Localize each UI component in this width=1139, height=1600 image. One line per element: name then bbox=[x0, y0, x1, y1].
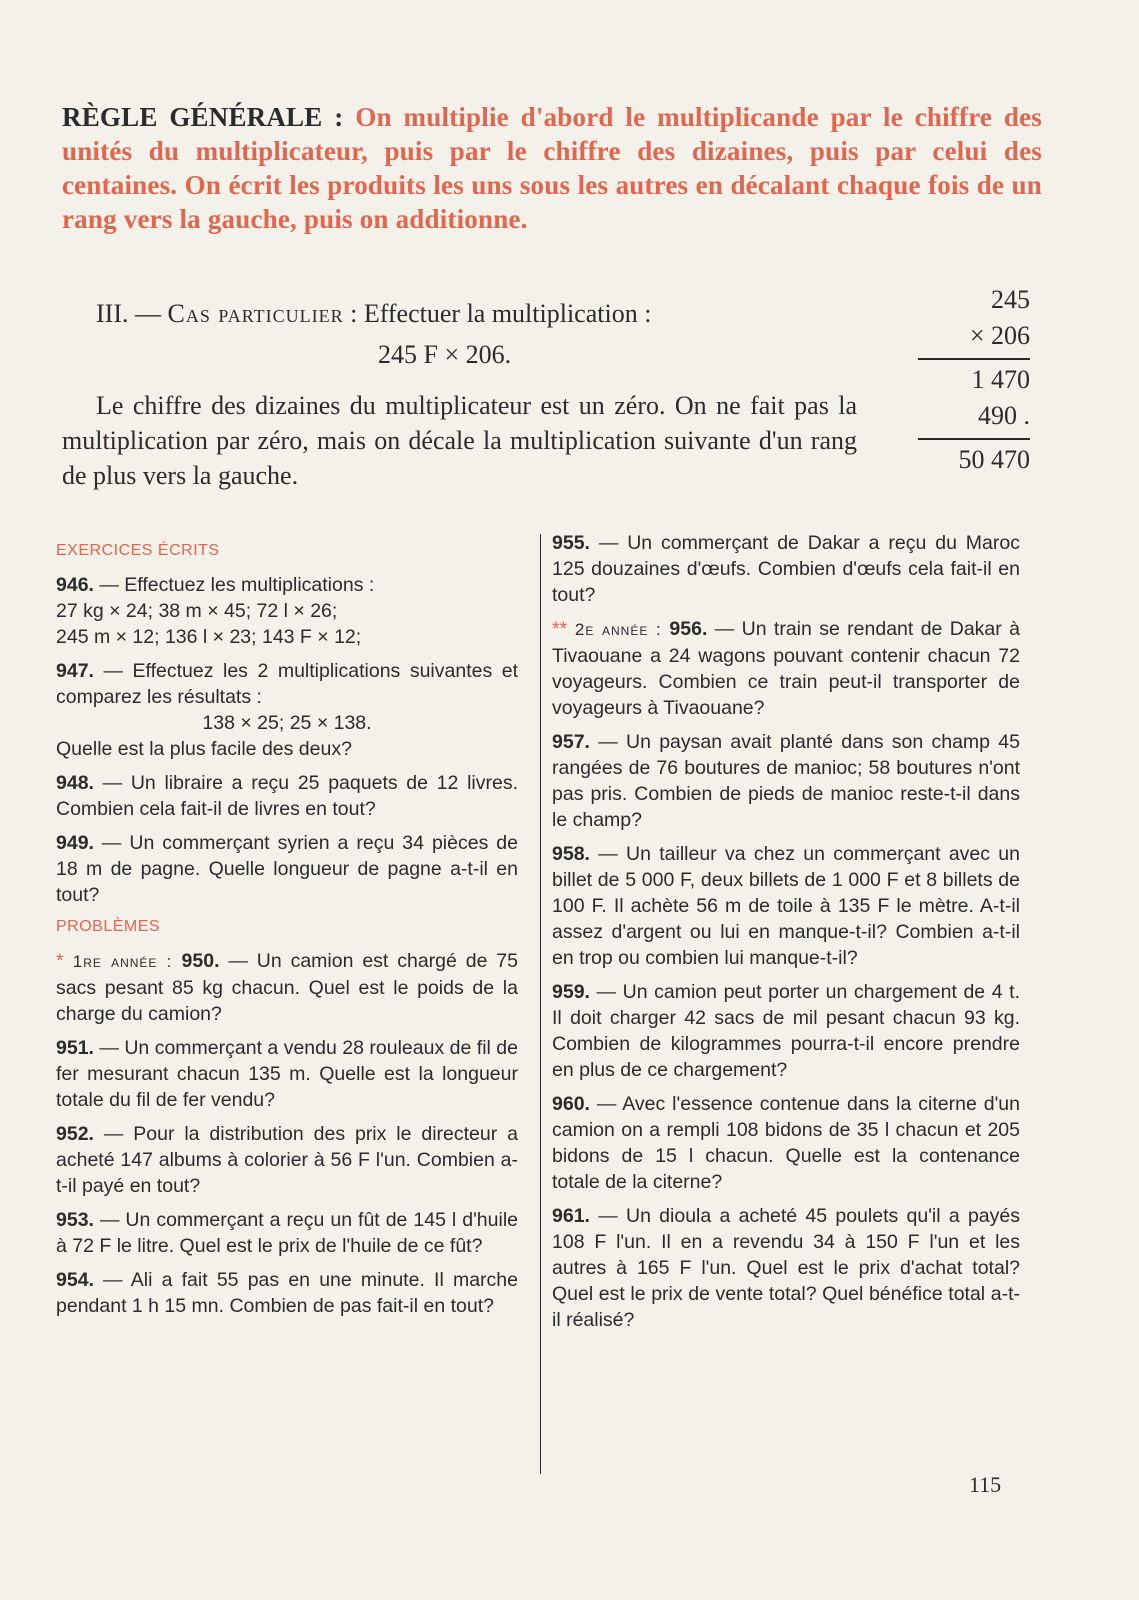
special-case-text: : Effectuer la multiplication : bbox=[343, 299, 652, 328]
exercise-958: 958. — Un tailleur va chez un commerçant avec un billet de 5 000 F, deux billets de 1 000 F et 8 billets de 100 F. Il achète 56 m de toile à 135 F le mètre. A-t-il assez d'argent ou lui en manque-t-il? Combien a-t-il en trop ou combien lui manque-t-il? bbox=[552, 843, 1020, 969]
general-rule bbox=[62, 100, 1042, 236]
exercise-957: 957. — Un paysan avait planté dans son champ 45 rangées de 76 boutures de manioc; 58 boutures n'ont pas pris. Combien de pieds de manioc reste-t-il dans le champ? bbox=[552, 731, 1020, 831]
special-case-heading bbox=[96, 297, 651, 331]
partial-product-2: 490 . bbox=[978, 401, 1030, 430]
calc-line-2 bbox=[918, 438, 1030, 440]
special-case-label: Cas particulier bbox=[167, 299, 344, 328]
exercise-949: 949. — Un commerçant syrien a reçu 34 pièces de 18 m de pagne. Quelle longueur de pagne a-t-il en tout? bbox=[56, 832, 518, 906]
left-column bbox=[56, 540, 518, 1327]
star-icon: * bbox=[56, 950, 64, 972]
exercise-950: * 1re année : 950. — Un camion est chargé de 75 sacs pesant 85 kg chacun. Quel est le poids de la charge du camion? bbox=[56, 950, 518, 1025]
rule-title: RÈGLE GÉNÉRALE : bbox=[62, 102, 356, 132]
column-divider bbox=[540, 534, 541, 1474]
exercise-952: 952. — Pour la distribution des prix le directeur a acheté 147 albums à colorier à 56 F l'un. Combien a-t-il payé en tout? bbox=[56, 1123, 518, 1197]
exercise-953: 953. — Un commerçant a reçu un fût de 145 l d'huile à 72 F le litre. Quel est le prix de l'huile de ce fût? bbox=[56, 1209, 518, 1257]
special-case-prefix: III. — bbox=[96, 299, 168, 328]
exercise-951: 951. — Un commerçant a vendu 28 rouleaux de fil de fer mesurant chacun 135 m. Quelle est la longueur totale du fil de fer vendu? bbox=[56, 1037, 518, 1111]
double-star-icon: ** bbox=[552, 618, 568, 640]
exercise-959: 959. — Un camion peut porter un chargement de 4 t. Il doit charger 42 sacs de mil pesant chacun 93 kg. Combien de kilogrammes pourra-t-il encore prendre en plus de ce chargement? bbox=[552, 981, 1020, 1081]
exercise-948: 948. — Un libraire a reçu 25 paquets de 12 livres. Combien cela fait-il de livres en tout? bbox=[56, 772, 518, 820]
exercise-961: 961. — Un dioula a acheté 45 poulets qu'il a payés 108 F l'un. Il en a revendu 34 à 150 F l'un et les autres à 165 F l'un. Quel est le prix d'achat total? Quel est le prix de vente total? Quel bénéfice total a-t-il réalisé? bbox=[552, 1205, 1020, 1331]
exercise-955: 955. — Un commerçant de Dakar a reçu du Maroc 125 douzaines d'œufs. Combien d'œufs cela fait-il en tout? bbox=[552, 532, 1020, 606]
final-product: 50 470 bbox=[958, 445, 1030, 474]
rule-text: On multiplie d'abord le multiplicande par le chiffre des unités du multiplicateur, puis par le chiffre des dizaines, puis par celui des centaines. On écrit les produits les uns sous les autres en décalant chaque fois de un rang vers la gauche, puis on additionne. bbox=[62, 102, 1042, 234]
calc-line-1 bbox=[918, 358, 1030, 360]
right-column bbox=[552, 530, 1020, 1341]
partial-product-1: 1 470 bbox=[971, 365, 1030, 394]
exercise-946: 946. — Effectuez les multiplications : 27 kg × 24; 38 m × 45; 72 l × 26; 245 m × 12; 136 l × 23; 143 F × 12; bbox=[56, 574, 375, 648]
special-case-explanation: Le chiffre des dizaines du multiplicateur est un zéro. On ne fait pas la multiplication par zéro, mais on décale la multiplication suivante d'un rang de plus vers la gauche. bbox=[62, 391, 857, 490]
exercise-956: ** 2e année : 956. — Un train se rendant de Dakar à Tivaouane a 24 wagons pouvant contenir chacun 72 voyageurs. Combien ce train peut-il transporter de voyageurs à Tivaouane? bbox=[552, 618, 1020, 719]
multiplicand: 245 bbox=[991, 285, 1030, 314]
page-number: 115 bbox=[969, 1472, 1002, 1497]
written-exercises-heading: EXERCICES ÉCRITS bbox=[56, 542, 220, 559]
problems-heading: PROBLÈMES bbox=[56, 918, 161, 935]
exercise-960: 960. — Avec l'essence contenue dans la citerne d'un camion on a rempli 108 bidons de 35 l chacun et 205 bidons de 15 l chacun. Quelle est la contenance totale de la citerne? bbox=[552, 1093, 1020, 1193]
exercise-954: 954. — Ali a fait 55 pas en une minute. Il marche pendant 1 h 15 mn. Combien de pas fait-il en tout? bbox=[56, 1269, 518, 1317]
multiplier: × 206 bbox=[969, 321, 1030, 350]
multiplication-calculation bbox=[918, 282, 1030, 478]
exercise-947: 947. — Effectuez les 2 multiplications suivantes et comparez les résultats : 138 × 25; 25 × 138. Quelle est la plus facile des deux? bbox=[56, 660, 518, 760]
special-case-formula: 245 F × 206. bbox=[378, 340, 512, 369]
